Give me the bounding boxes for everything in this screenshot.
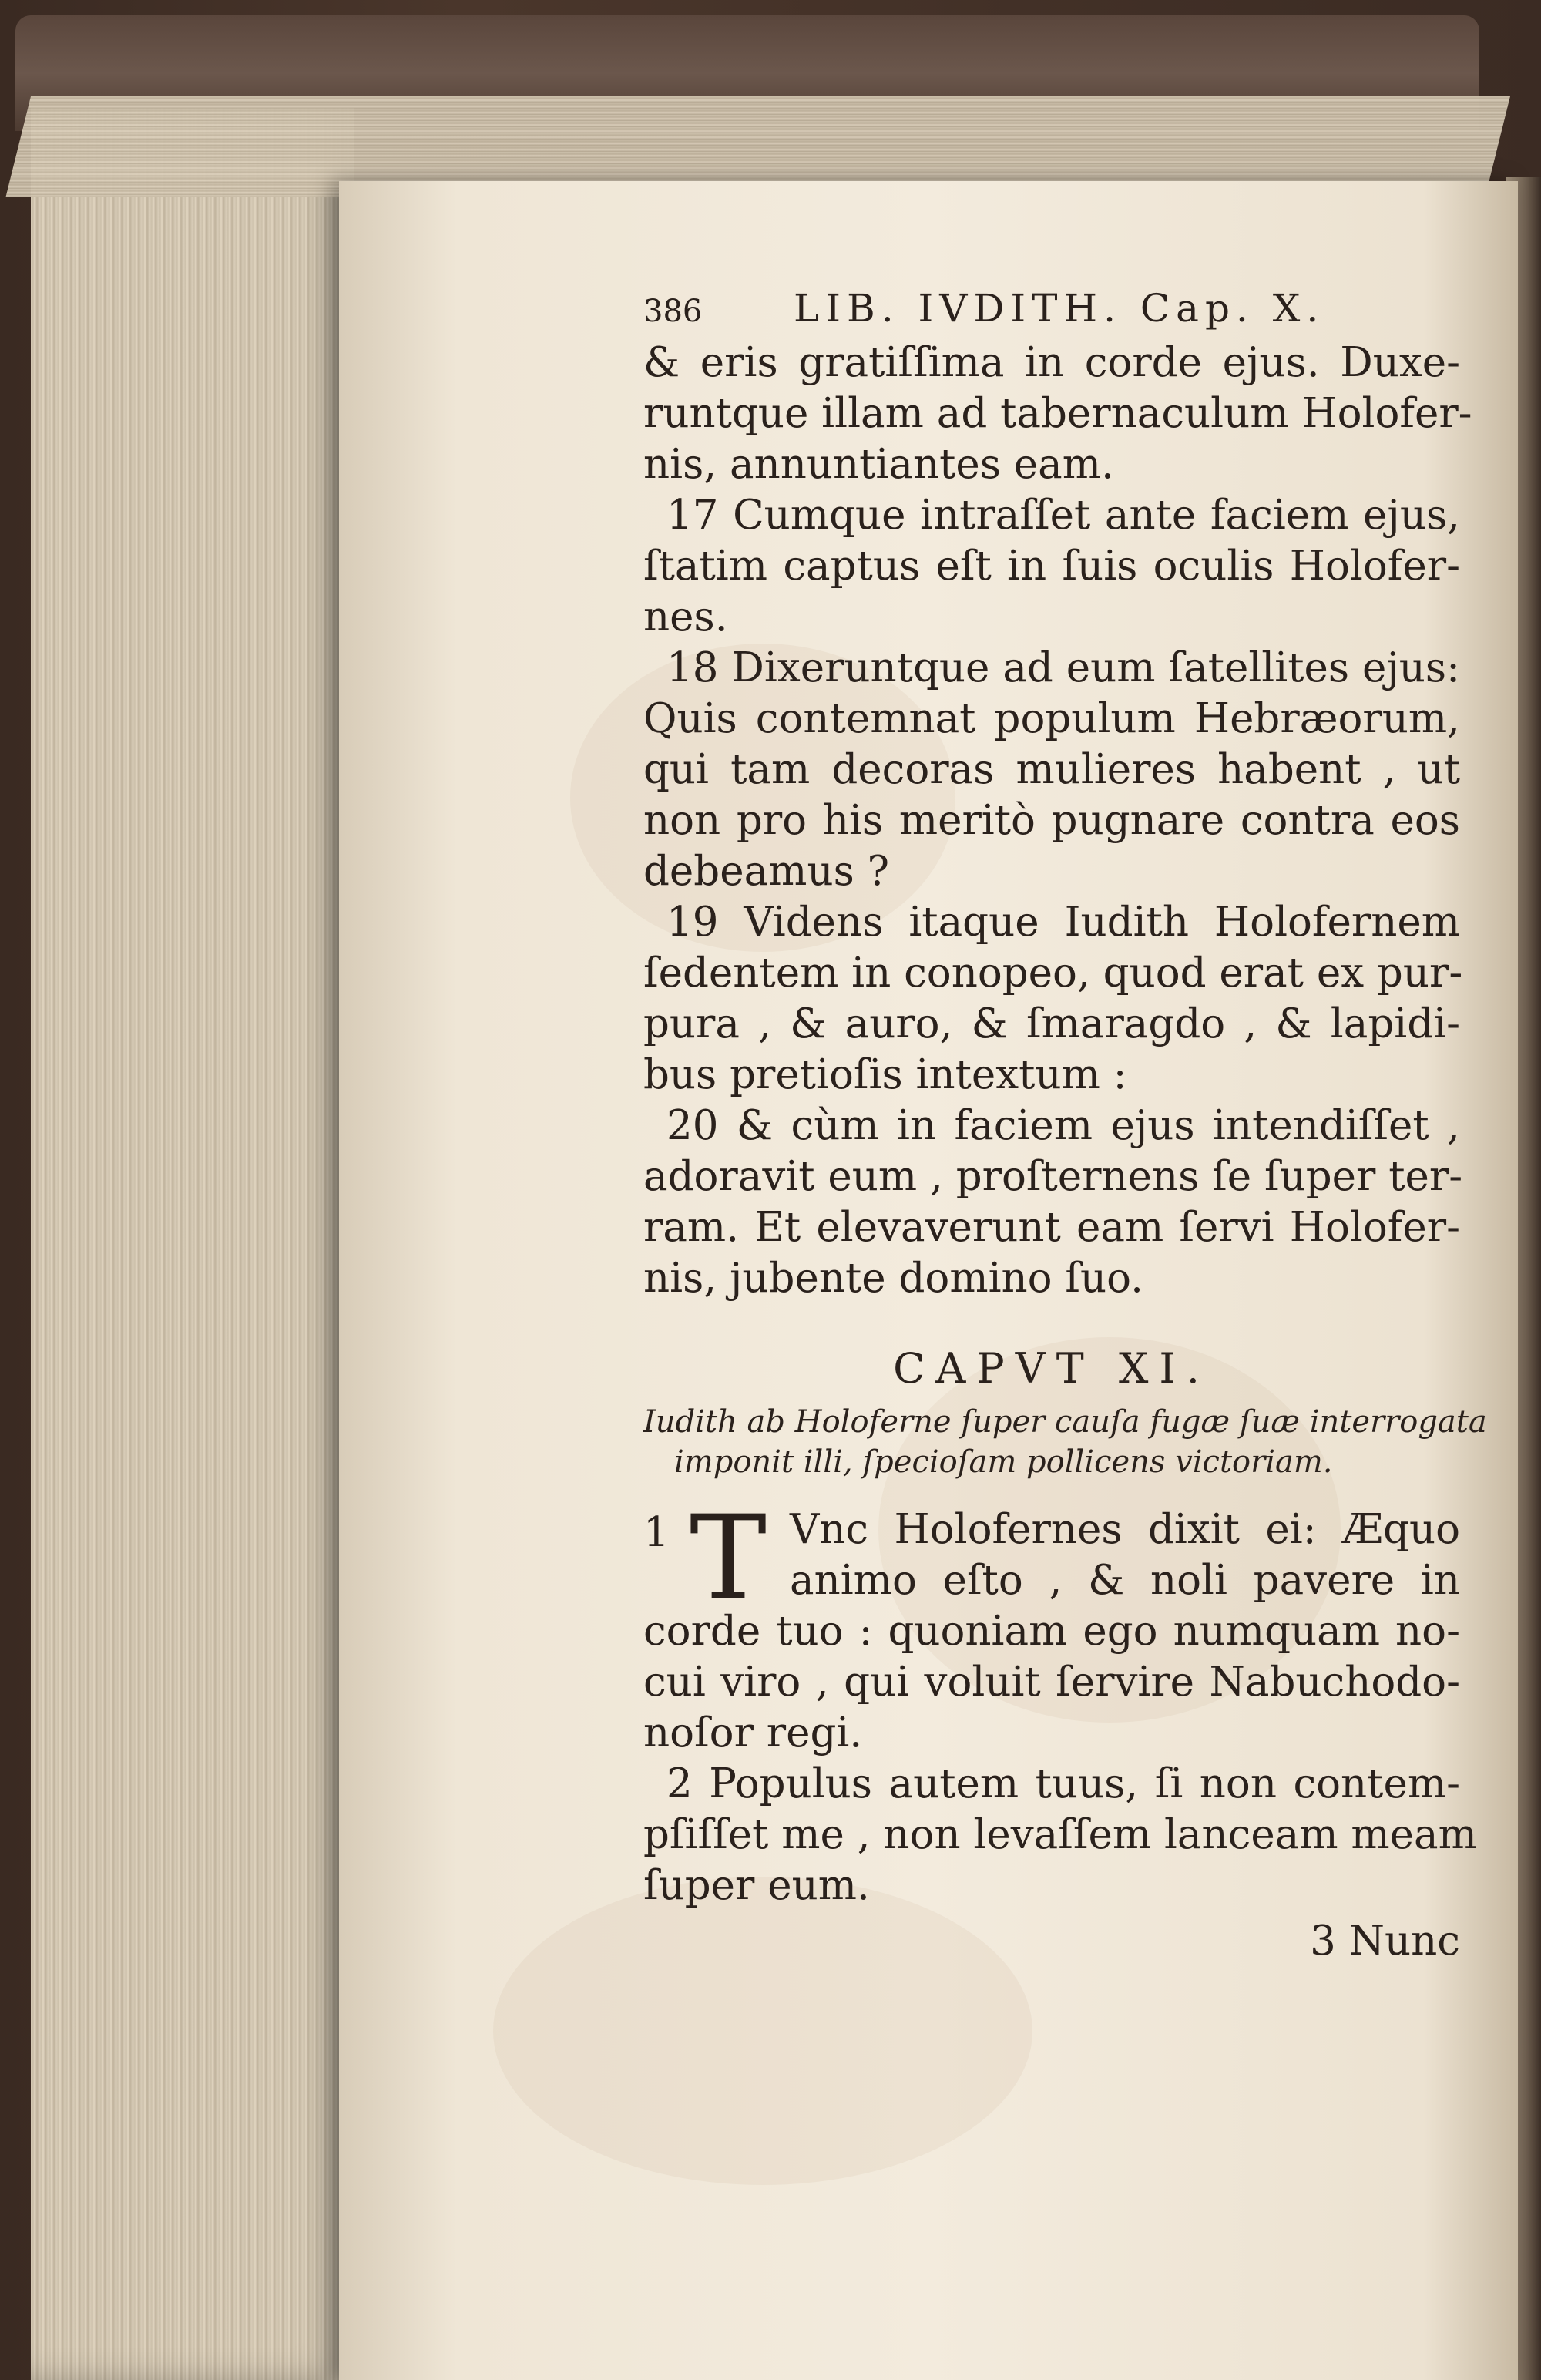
- text-line: ſtatim captus eſt in ſuis oculis Holofer-: [643, 543, 1460, 590]
- text-line: 2 Populus autem tuus, ſi non contem-: [666, 1760, 1460, 1807]
- text-line: 20 & cùm in faciem ejus intendiſſet ,: [666, 1102, 1460, 1149]
- text-line: ſedentem in conopeo, quod erat ex pur-: [643, 950, 1463, 997]
- verse-number: 1: [643, 1509, 670, 1556]
- summary-line: Iudith ab Holoferne ſuper cauſa fugæ ſuæ interrogata: [643, 1404, 1487, 1440]
- page-edges-left: [31, 108, 354, 2380]
- text-line: Vnc Holofernes dixit ei: Æquo: [790, 1506, 1460, 1553]
- text-line: noſor regi.: [643, 1709, 863, 1756]
- verse-1: [643, 1491, 1460, 1759]
- text-line: qui tam decoras mulieres habent , ut: [643, 746, 1460, 793]
- chapter-x-text: [643, 338, 1472, 1304]
- text-line: Quis contemnat populum Hebræorum,: [643, 695, 1460, 742]
- chapter-title: CAPVT XI.: [893, 1344, 1210, 1393]
- page-number: 386: [643, 294, 703, 329]
- text-line: adoravit eum , proſternens ſe ſuper ter-: [643, 1153, 1463, 1200]
- summary-line: imponit illi, ſpecioſam pollicens victoriam.: [674, 1444, 1333, 1480]
- text-line: animo eſto , & noli pavere in: [790, 1557, 1460, 1604]
- text-line: pura , & auro, & ſmaragdo , & lapidi-: [643, 1000, 1460, 1047]
- text-line: & eris gratiſſima in corde ejus. Duxe-: [643, 339, 1460, 386]
- text-line: 18 Dixeruntque ad eum ſatellites ejus:: [666, 644, 1460, 691]
- text-line: bus pretioſis intextum :: [643, 1051, 1127, 1098]
- text-line: debeamus ?: [643, 848, 890, 895]
- chapter-summary: [643, 1403, 1487, 1504]
- text-line: runtque illam ad tabernaculum Holofer-: [643, 390, 1472, 437]
- running-head: [643, 284, 1460, 338]
- text-line: ram. Et elevaverunt eam ſervi Holofer-: [643, 1204, 1460, 1251]
- printed-text: [643, 284, 1487, 1973]
- text-line: nis, annuntiantes eam.: [643, 441, 1114, 488]
- text-line: ſuper eum.: [643, 1862, 870, 1909]
- text-line: nes.: [643, 593, 728, 640]
- running-head-title: LIB. IVDITH. Cap. X.: [794, 286, 1325, 331]
- text-line: cui viro , qui voluit ſervire Nabuchodo-: [643, 1659, 1460, 1706]
- catchword: 3 Nunc: [1310, 1918, 1460, 1965]
- text-line: corde tuo : quoniam ego numquam no-: [643, 1608, 1460, 1655]
- text-line: non pro his meritò pugnare contra eos: [643, 797, 1460, 844]
- text-line: 17 Cumque intraſſet ante faciem ejus,: [666, 492, 1460, 539]
- drop-capital: T: [690, 1491, 767, 1625]
- text-line: pſiſſet me , non levaſſem lanceam meam: [643, 1811, 1477, 1858]
- text-line: 19 Videns itaque Iudith Holofernem: [666, 899, 1460, 946]
- catchword-line: [643, 1911, 1460, 1973]
- verse-2: [643, 1759, 1477, 1911]
- text-line: nis, jubente domino ſuo.: [643, 1255, 1143, 1302]
